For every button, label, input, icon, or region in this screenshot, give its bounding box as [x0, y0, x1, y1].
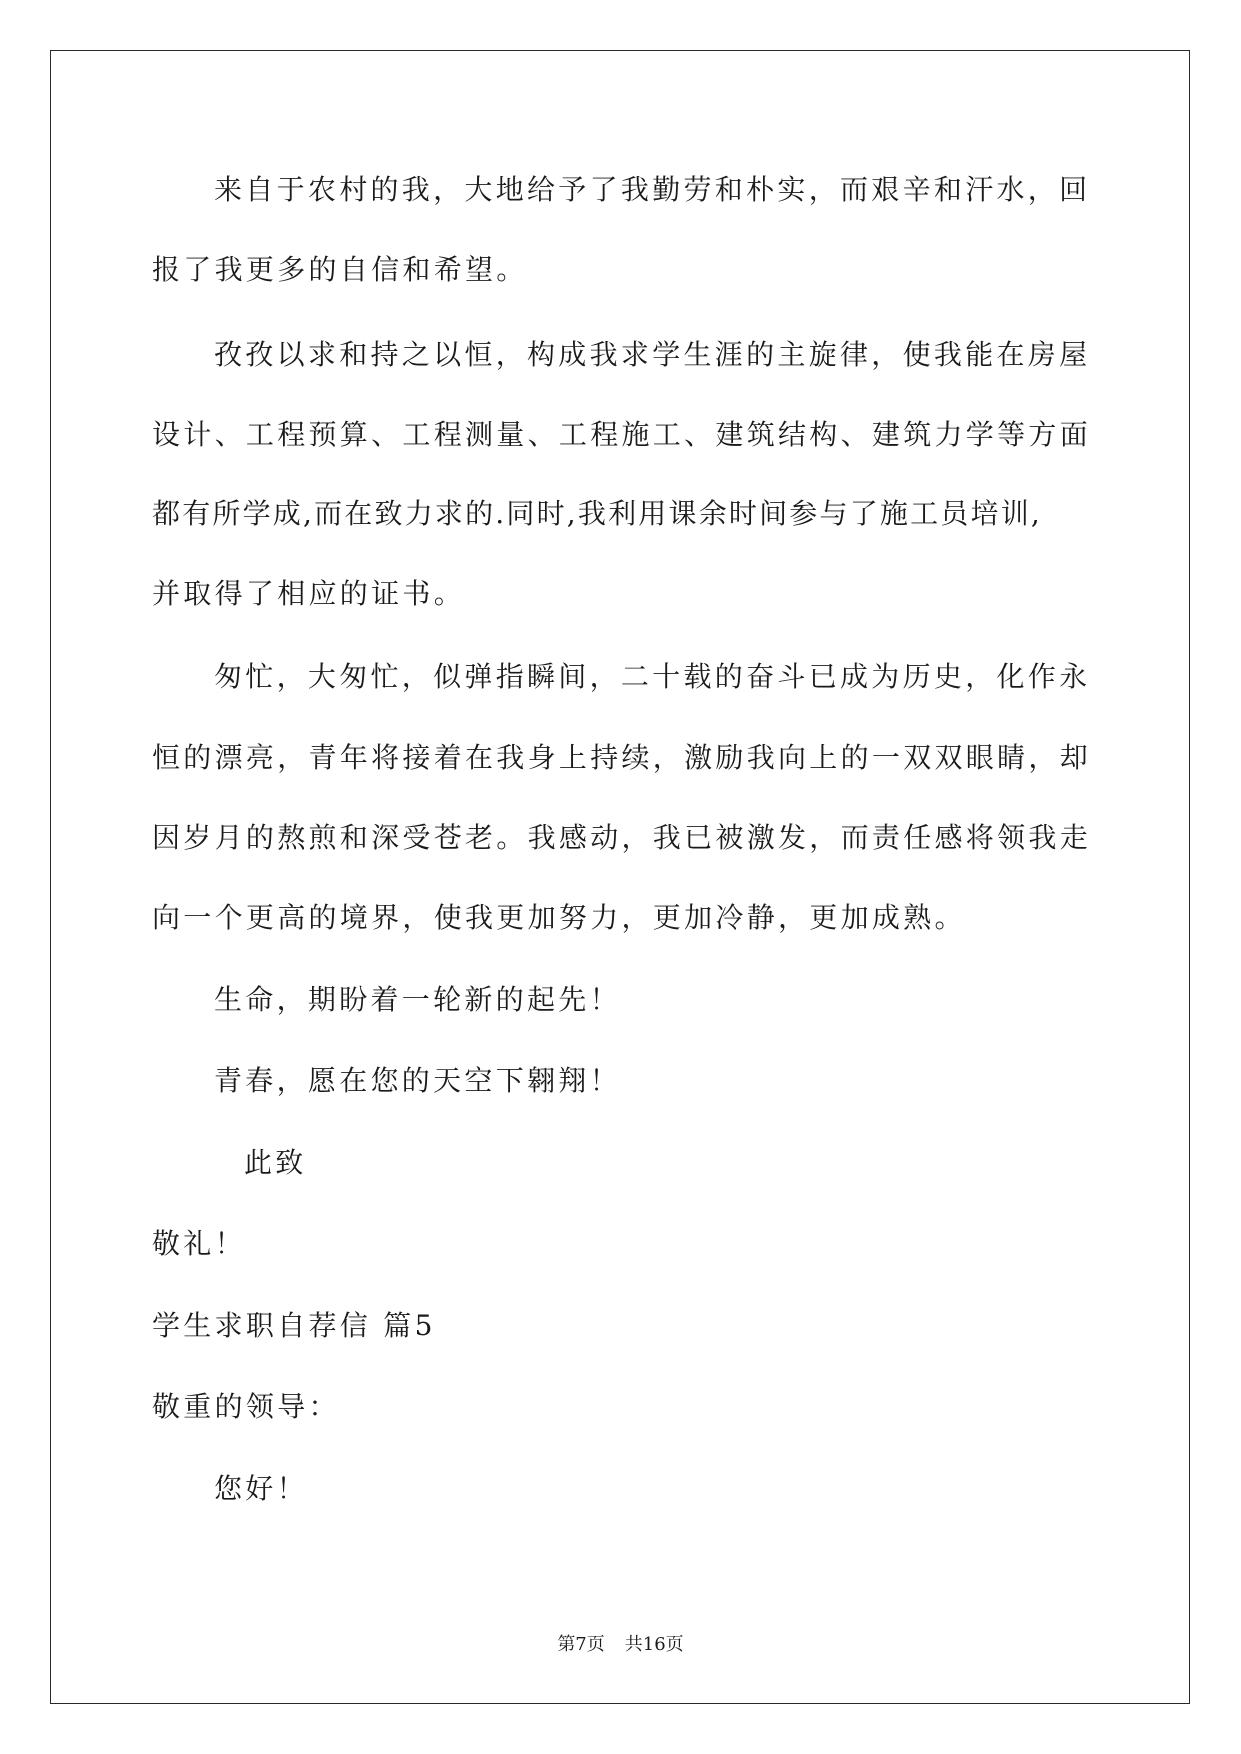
page-footer [0, 1633, 1241, 1657]
paragraph-line: 来自于农村的我，大地给予了我勤劳和朴实，而艰辛和汗水，回 [214, 173, 1091, 206]
paragraph-line: 生命，期盼着一轮新的起先！ [214, 983, 621, 1016]
paragraph-line: 向一个更高的境界，使我更加努力，更加冷静，更加成熟。 [152, 901, 966, 934]
closing-salutation: 此致 [244, 1146, 307, 1179]
paragraph-line: 匆忙，大匆忙，似弹指瞬间，二十载的奋斗已成为历史，化作永 [214, 660, 1091, 693]
greeting-line: 您好！ [214, 1472, 308, 1505]
section-heading: 学生求职自荐信 篇5 [152, 1309, 436, 1342]
paragraph-line: 都有所学成,而在致力求的.同时,我利用课余时间参与了施工员培训, [152, 497, 1043, 530]
paragraph-line: 因岁月的熬煎和深受苍老。我感动，我已被激发，而责任感将领我走 [152, 821, 1092, 854]
page-number: 第7页 [557, 1634, 605, 1655]
paragraph-line: 报了我更多的自信和希望。 [152, 253, 528, 286]
paragraph-line: 恒的漂亮，青年将接着在我身上持续，激励我向上的一双双眼睛，却 [152, 741, 1092, 774]
closing-regards: 敬礼！ [152, 1227, 246, 1260]
greeting-line: 敬重的领导： [152, 1390, 340, 1423]
paragraph-line: 青春，愿在您的天空下翱翔！ [214, 1064, 621, 1097]
page-total: 共16页 [624, 1634, 684, 1655]
page-frame [50, 50, 1190, 1704]
paragraph-line: 设计、工程预算、工程测量、工程施工、建筑结构、建筑力学等方面 [152, 418, 1092, 451]
paragraph-line: 孜孜以求和持之以恒，构成我求学生涯的主旋律，使我能在房屋 [214, 338, 1091, 371]
paragraph-line: 并取得了相应的证书。 [152, 577, 466, 610]
